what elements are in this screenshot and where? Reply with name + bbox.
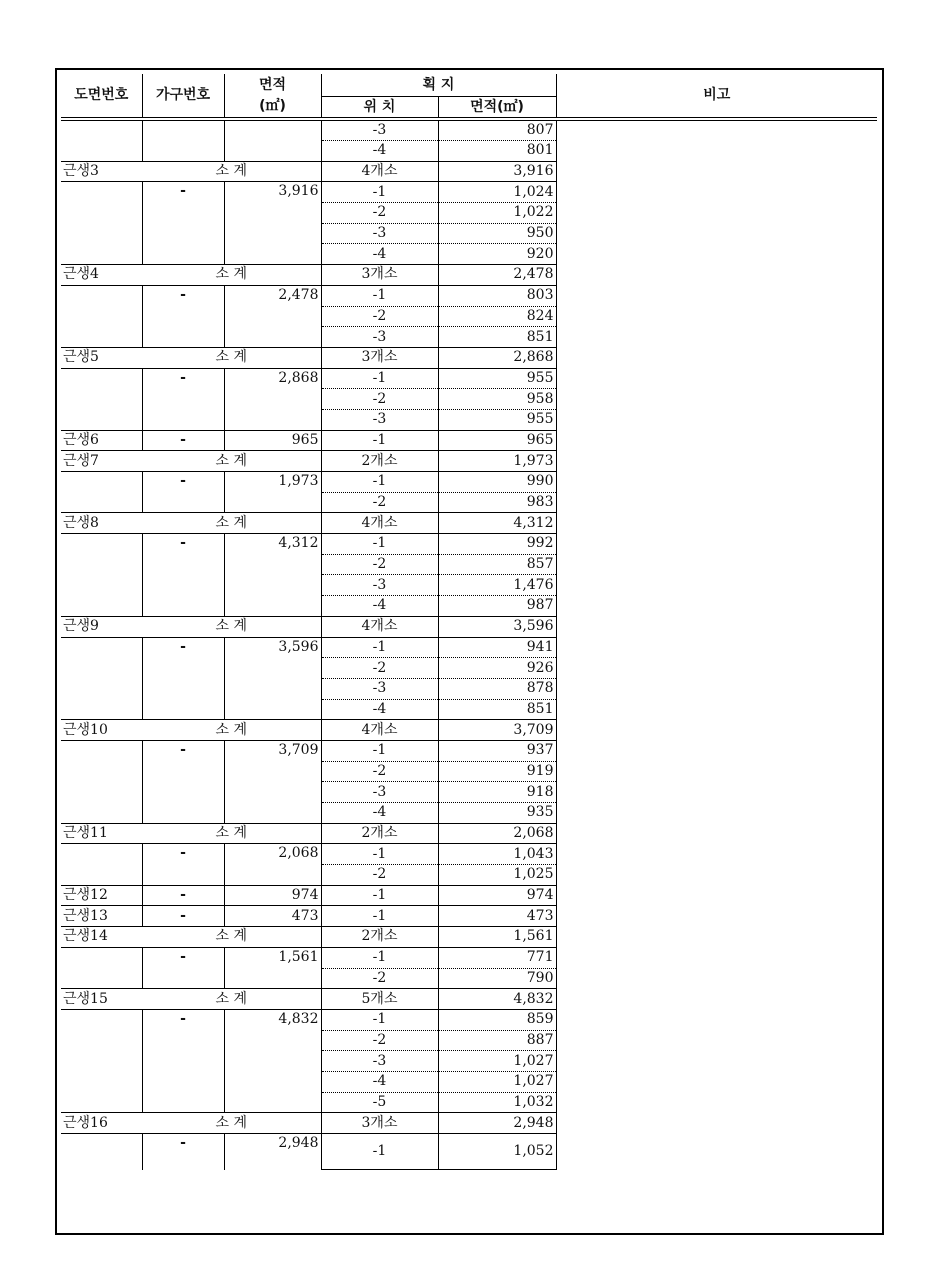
subtotal-label: 소 계 [142,823,321,844]
area-value: 2,068 [224,844,321,885]
remarks-cell [556,823,877,844]
area-value: 974 [224,885,321,906]
lot-area: 790 [438,968,556,989]
lot-position: -2 [321,761,438,782]
lot-total: 4,832 [438,989,556,1010]
subtotal-row [61,720,877,741]
household-no: - [142,285,224,347]
subtotal-row [61,347,877,368]
lot-position: -4 [321,141,438,162]
remarks-cell [556,327,877,348]
table-row [61,637,877,658]
lot-position: -3 [321,223,438,244]
header-remarks: 비고 [556,74,877,119]
remarks-cell [556,761,877,782]
remarks-cell [556,699,877,720]
table-row [61,368,877,389]
remarks-cell [556,1030,877,1051]
remarks-cell [556,141,877,162]
lot-position: -3 [321,782,438,803]
table-header [61,74,877,119]
remarks-cell [556,285,877,306]
lot-position: -2 [321,492,438,513]
table-row [61,182,877,203]
lot-area: 851 [438,327,556,348]
lot-area: 935 [438,803,556,824]
household-no: - [142,430,224,451]
remarks-cell [556,203,877,224]
remarks-cell [556,968,877,989]
remarks-cell [556,906,877,927]
table-row [61,906,877,927]
remarks-cell [556,1071,877,1092]
remarks-cell [556,472,877,493]
remarks-cell [556,803,877,824]
lot-area: 983 [438,492,556,513]
drawing-no-cell [61,844,142,885]
lot-area: 1,476 [438,575,556,596]
drawing-no-cell [61,1009,142,1112]
subtotal-label: 소 계 [142,265,321,286]
table-row [61,119,877,141]
lot-position: -1 [321,534,438,555]
subtotal-label: 소 계 [142,513,321,534]
household-no: - [142,885,224,906]
lot-position: -4 [321,1071,438,1092]
lot-area: 965 [438,430,556,451]
table-row [61,844,877,865]
lot-total: 2,868 [438,347,556,368]
table-body [61,119,877,1170]
lot-area: 824 [438,306,556,327]
lot-area: 955 [438,409,556,430]
drawing-no-cell [61,534,142,617]
drawing-no-cell [61,1134,142,1170]
remarks-cell [556,265,877,286]
lot-count: 3개소 [321,265,438,286]
lot-position: -1 [321,1009,438,1030]
subtotal-row [61,1113,877,1134]
header-position: 위 치 [321,97,438,120]
lot-area: 887 [438,1030,556,1051]
household-cell [142,119,224,141]
household-no: - [142,637,224,720]
area-value: 2,478 [224,285,321,347]
lot-position: -1 [321,844,438,865]
remarks-cell [556,1051,877,1072]
table-frame [55,68,884,1235]
table-row [61,285,877,306]
area-value: 965 [224,430,321,451]
lot-position: -2 [321,306,438,327]
drawing-no: 근생10 [61,720,142,741]
remarks-cell [556,596,877,617]
area-value: 4,832 [224,1009,321,1112]
drawing-no-cell [61,947,142,988]
remarks-cell [556,865,877,886]
remarks-cell [556,389,877,410]
remarks-cell [556,451,877,472]
drawing-no-cell [61,285,142,347]
remarks-cell [556,658,877,679]
household-no: - [142,1009,224,1112]
lot-area: 1,022 [438,203,556,224]
remarks-cell [556,492,877,513]
drawing-no-cell [61,182,142,265]
area-value: 1,561 [224,947,321,988]
household-no: - [142,947,224,988]
drawing-no: 근생7 [61,451,142,472]
drawing-no: 근생4 [61,265,142,286]
lot-area: 1,027 [438,1071,556,1092]
remarks-cell [556,119,877,141]
drawing-no: 근생6 [61,430,142,451]
lot-position: -3 [321,678,438,699]
drawing-no: 근생3 [61,161,142,182]
lot-position: -3 [321,119,438,141]
lot-area: 801 [438,141,556,162]
drawing-no-cell [61,472,142,513]
lot-count: 2개소 [321,451,438,472]
household-no: - [142,534,224,617]
lot-position: -3 [321,409,438,430]
household-no: - [142,368,224,430]
drawing-no: 근생5 [61,347,142,368]
remarks-cell [556,223,877,244]
table-row [61,740,877,761]
lot-area: 851 [438,699,556,720]
subtotal-row [61,927,877,948]
remarks-cell [556,182,877,203]
area-value: 3,709 [224,740,321,823]
household-cell [142,141,224,162]
lot-total: 2,068 [438,823,556,844]
drawing-no-cell [61,637,142,720]
lot-position: -4 [321,803,438,824]
area-value: 3,916 [224,182,321,265]
remarks-cell [556,534,877,555]
lot-area: 803 [438,285,556,306]
area-value: 2,868 [224,368,321,430]
household-no: - [142,1134,224,1170]
lot-position: -1 [321,947,438,968]
remarks-cell [556,1113,877,1134]
lot-area: 941 [438,637,556,658]
household-no: - [142,182,224,265]
remarks-cell [556,637,877,658]
remarks-cell [556,989,877,1010]
lot-area: 771 [438,947,556,968]
remarks-cell [556,575,877,596]
area-cell [224,119,321,141]
lot-area: 1,024 [438,182,556,203]
lot-position: -4 [321,596,438,617]
subtotal-row [61,989,877,1010]
lot-position: -2 [321,658,438,679]
lot-total: 1,561 [438,927,556,948]
drawing-no: 근생15 [61,989,142,1010]
area-value: 2,948 [224,1134,321,1170]
drawing-no-cell [61,740,142,823]
remarks-cell [556,885,877,906]
drawing-no-cell [61,368,142,430]
remarks-cell [556,720,877,741]
remarks-cell [556,740,877,761]
table-row [61,1009,877,1030]
lot-area: 878 [438,678,556,699]
subtotal-label: 소 계 [142,1113,321,1134]
subtotal-label: 소 계 [142,927,321,948]
lot-area: 992 [438,534,556,555]
lot-area: 473 [438,906,556,927]
lot-total: 1,973 [438,451,556,472]
lot-area: 1,032 [438,1092,556,1113]
lot-total: 3,596 [438,616,556,637]
subtotal-row [61,451,877,472]
subtotal-row [61,616,877,637]
subtotal-label: 소 계 [142,161,321,182]
remarks-cell [556,347,877,368]
header-area-unit: (㎡) [224,97,321,120]
subtotal-label: 소 계 [142,451,321,472]
lot-count: 3개소 [321,347,438,368]
lot-total: 3,709 [438,720,556,741]
drawing-no: 근생13 [61,906,142,927]
household-no: - [142,844,224,885]
lot-total: 4,312 [438,513,556,534]
remarks-cell [556,947,877,968]
lot-area: 950 [438,223,556,244]
area-value: 3,596 [224,637,321,720]
drawing-no: 근생12 [61,885,142,906]
remarks-cell [556,782,877,803]
lot-area-table [61,74,877,1170]
lot-position: -3 [321,575,438,596]
household-no: - [142,740,224,823]
lot-position: -4 [321,699,438,720]
header-lot-area: 면적(㎡) [438,97,556,120]
subtotal-row [61,161,877,182]
lot-area: 1,025 [438,865,556,886]
remarks-cell [556,554,877,575]
header-area: 면적 [224,74,321,97]
area-cell [224,141,321,162]
subtotal-row [61,513,877,534]
remarks-cell [556,1009,877,1030]
drawing-no: 근생9 [61,616,142,637]
lot-position: -2 [321,865,438,886]
subtotal-row [61,823,877,844]
lot-area: 987 [438,596,556,617]
household-no: - [142,472,224,513]
lot-position: -4 [321,244,438,265]
header-lot-group: 획 지 [321,74,556,97]
lot-area: 990 [438,472,556,493]
lot-total: 3,916 [438,161,556,182]
lot-position: -3 [321,1051,438,1072]
lot-position: -5 [321,1092,438,1113]
subtotal-label: 소 계 [142,720,321,741]
drawing-no-cell [61,141,142,162]
lot-area: 958 [438,389,556,410]
lot-count: 2개소 [321,927,438,948]
drawing-no: 근생11 [61,823,142,844]
area-value: 1,973 [224,472,321,513]
subtotal-label: 소 계 [142,989,321,1010]
lot-area: 857 [438,554,556,575]
lot-area: 1,043 [438,844,556,865]
lot-position: -3 [321,327,438,348]
lot-count: 2개소 [321,823,438,844]
lot-position: -1 [321,368,438,389]
lot-area: 955 [438,368,556,389]
drawing-no: 근생14 [61,927,142,948]
subtotal-row [61,265,877,286]
remarks-cell [556,844,877,865]
lot-count: 4개소 [321,513,438,534]
lot-position: -1 [321,182,438,203]
table-row [61,534,877,555]
lot-position: -1 [321,885,438,906]
lot-position: -1 [321,1134,438,1170]
remarks-cell [556,1134,877,1170]
lot-area: 1,052 [438,1134,556,1170]
lot-position: -1 [321,430,438,451]
lot-area: 937 [438,740,556,761]
drawing-no-cell [61,119,142,141]
table-row [61,1134,877,1170]
lot-count: 4개소 [321,616,438,637]
header-household-no: 가구번호 [142,74,224,119]
lot-position: -1 [321,740,438,761]
table-row [61,947,877,968]
lot-position: -2 [321,389,438,410]
lot-area: 974 [438,885,556,906]
lot-area: 919 [438,761,556,782]
remarks-cell [556,616,877,637]
lot-position: -1 [321,472,438,493]
lot-count: 5개소 [321,989,438,1010]
drawing-no: 근생8 [61,513,142,534]
drawing-no: 근생16 [61,1113,142,1134]
remarks-cell [556,409,877,430]
lot-total: 2,948 [438,1113,556,1134]
remarks-cell [556,161,877,182]
lot-position: -2 [321,968,438,989]
lot-area: 926 [438,658,556,679]
remarks-cell [556,368,877,389]
lot-count: 4개소 [321,161,438,182]
subtotal-label: 소 계 [142,616,321,637]
table-row [61,885,877,906]
lot-position: -2 [321,203,438,224]
remarks-cell [556,430,877,451]
household-no: - [142,906,224,927]
area-value: 473 [224,906,321,927]
remarks-cell [556,244,877,265]
subtotal-label: 소 계 [142,347,321,368]
remarks-cell [556,1092,877,1113]
lot-area: 920 [438,244,556,265]
remarks-cell [556,513,877,534]
header-drawing-no: 도면번호 [61,74,142,119]
table-row [61,472,877,493]
table-row [61,430,877,451]
lot-count: 3개소 [321,1113,438,1134]
lot-position: -1 [321,285,438,306]
remarks-cell [556,927,877,948]
table-row [61,141,877,162]
lot-area: 807 [438,119,556,141]
lot-position: -2 [321,554,438,575]
lot-area: 1,027 [438,1051,556,1072]
area-value: 4,312 [224,534,321,617]
lot-area: 918 [438,782,556,803]
lot-count: 4개소 [321,720,438,741]
lot-position: -1 [321,906,438,927]
lot-total: 2,478 [438,265,556,286]
remarks-cell [556,306,877,327]
lot-position: -2 [321,1030,438,1051]
lot-area: 859 [438,1009,556,1030]
lot-position: -1 [321,637,438,658]
remarks-cell [556,678,877,699]
